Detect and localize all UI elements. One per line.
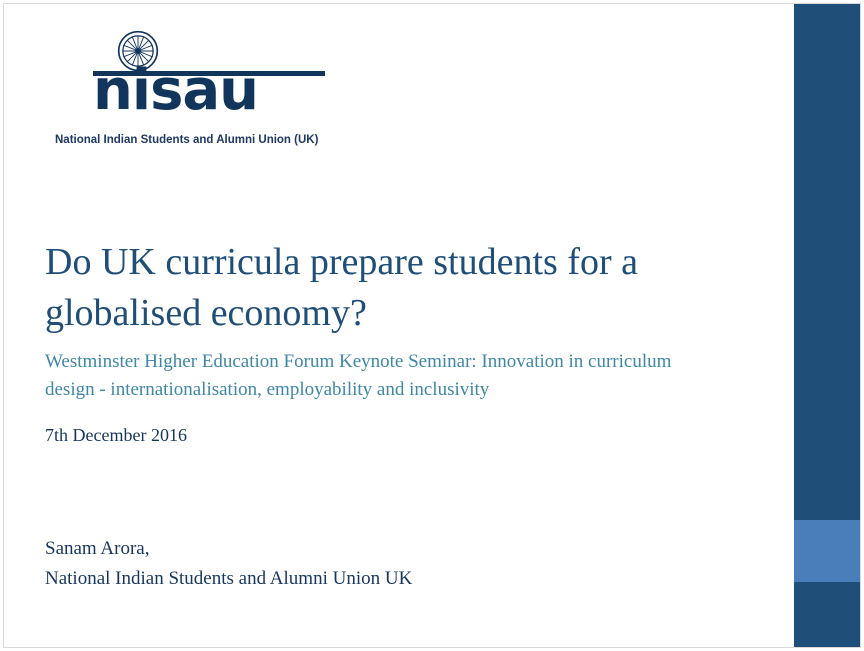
slide-title: Do UK curricula prepare students for a globalised economy?: [45, 241, 638, 335]
slide-subtitle: Westminster Higher Education Forum Keynote Seminar: Innovation in curriculum design - internationalisation, employability and inclusivity: [45, 351, 672, 400]
logo-caption: National Indian Students and Alumni Union (UK): [55, 134, 319, 146]
author-organisation: National Indian Students and Alumni Union UK: [45, 568, 413, 590]
accent-bar-segment-top: [794, 4, 860, 520]
logo-wordmark: nisau: [93, 58, 259, 123]
right-accent-bar: [794, 4, 860, 647]
author-name: Sanam Arora,: [45, 538, 150, 559]
author-block: [45, 534, 412, 595]
accent-bar-segment-middle: [794, 520, 860, 582]
accent-bar-segment-bottom: [794, 582, 860, 647]
slide-date: 7th December 2016: [45, 425, 187, 445]
